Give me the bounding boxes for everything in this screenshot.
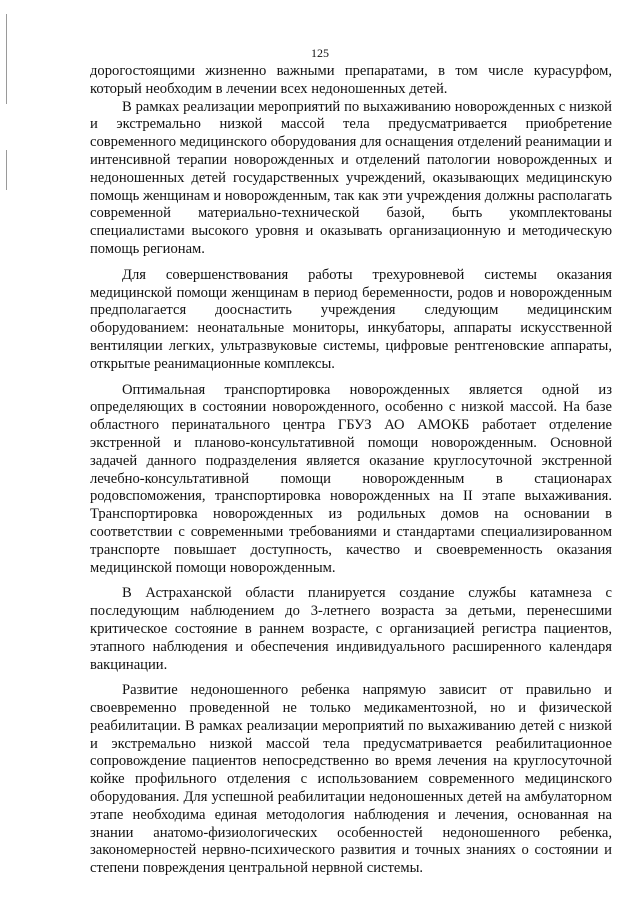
paragraph: Для совершенствования работы трехуровневой системы оказания медицинской помощи женщинам в период беременности, родов и новорожденным предполагается дооснастить учреждения следующим медицинским оборудованием: неонатальные мониторы, инкубаторы, аппараты искусственной вентиляции легких, ультразвуковые системы, цифровые рентгеновские аппараты, открытые реанимационные комплексы.: [90, 266, 612, 372]
page-body: [90, 63, 612, 878]
paragraph: Оптимальная транспортировка новорожденных является одной из определяющих в состоянии новорожденного, особенно с низкой массой. На базе областного перинатального центра ГБУЗ АО АМОКБ работает отделение экстренной и планово-консультативной помощи новорожденным. Основной задачей данного подразделения является оказание круглосуточной экстренной лечебно-консультативной помощи новорожденным в стационарах родовспоможения, транспортировка новорожденных на II этапе выхаживания. Транспортировка новорожденных из родильных домов на основании в соответствии с современными требованиями и стандартами специализированном транспорте повышает доступность, качество и своевременность оказания медицинской помощи новорожденным.: [90, 381, 612, 576]
paragraph: В рамках реализации мероприятий по выхаживанию новорожденных с низкой и экстремально низкой массой тела предусматривается приобретение современного медицинского оборудования для оснащения отделений реанимации и интенсивной терапии новорожденных и отделений патологии новорожденных и недоношенных детей государственных учреждений, оказывающих медицинскую помощь женщинам и новорожденным, так как эти учреждения должны располагать современной материально-технической базой, быть укомплектованы специалистами высокого уровня и оказывать организационную и методическую помощь регионам.: [90, 98, 612, 257]
scan-margin-mark: [6, 150, 7, 190]
paragraph: Развитие недоношенного ребенка напрямую зависит от правильно и своевременно проведенной не только медикаментозной, но и физической реабилитации. В рамках реализации мероприятий по выхаживанию детей с низкой и экстремально низкой массой тела предусматривается реабилитационное сопровождение пациентов непосредственно во время лечения на круглосуточной койке профильного отделения с использованием современного медицинского оборудования. Для успешной реабилитации недоношенных детей на амбулаторном этапе необходима единая методология наблюдения и лечения, основанная на знании анатомо-физиологических особенностей недоношенного ребенка, закономерностей нервно-психического развития и точных знаниях о состоянии и степени повреждения центральной нервной системы.: [90, 682, 612, 877]
paragraph: дорогостоящими жизненно важными препаратами, в том числе курасурфом, который необходим в лечении всех недоношенных детей.: [90, 63, 612, 97]
page-number: 125: [311, 46, 329, 60]
paragraph: В Астраханской области планируется создание службы катамнеза с последующим наблюдением до 3-летнего возраста за детьми, перенесшими критическое состояние в раннем возрасте, с организацией регистра пациентов, этапного наблюдения и обеспечения индивидуального расширенного календаря вакцинации.: [90, 585, 612, 673]
